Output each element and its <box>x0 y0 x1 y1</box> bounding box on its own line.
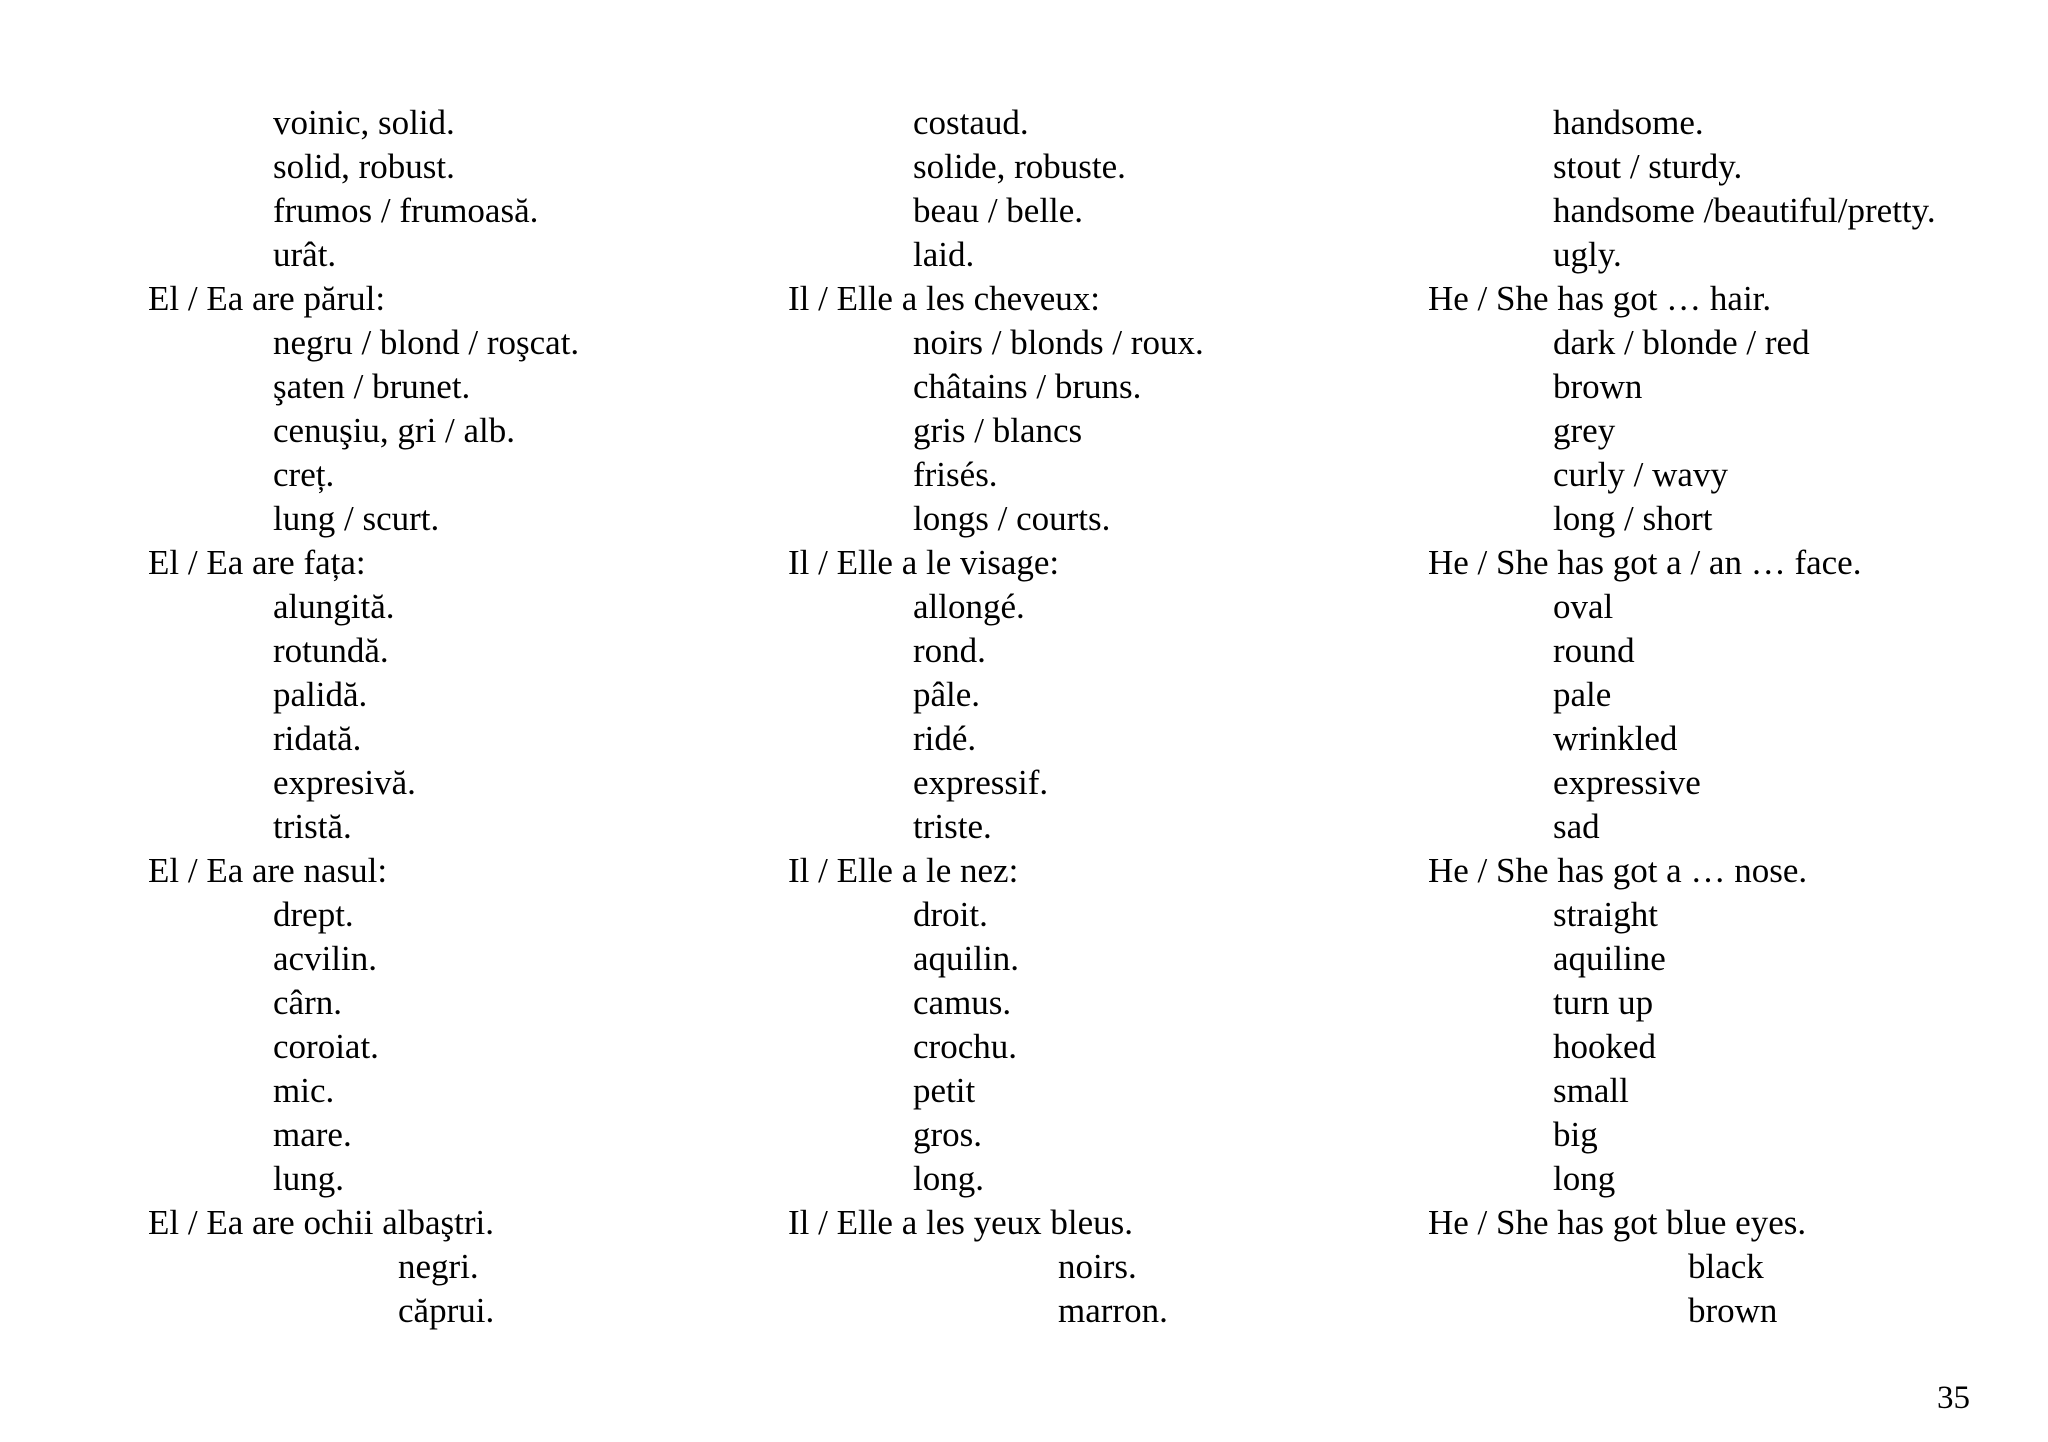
vocabulary-entry: marron. <box>1058 1291 1168 1330</box>
vocabulary-entry: şaten / brunet. <box>273 367 471 406</box>
vocabulary-entry: rond. <box>913 631 986 670</box>
vocabulary-entry: long. <box>913 1159 984 1198</box>
vocabulary-entry: rotundă. <box>273 631 389 670</box>
vocabulary-entry: oval <box>1553 587 1614 626</box>
vocabulary-entry: acvilin. <box>273 939 377 978</box>
vocabulary-entry: sad <box>1553 807 1600 846</box>
vocabulary-entry: crochu. <box>913 1027 1017 1066</box>
vocabulary-entry: straight <box>1553 895 1658 934</box>
section-heading: He / She has got blue eyes. <box>1428 1203 1807 1242</box>
section-heading: El / Ea are ochii albaştri. <box>148 1203 494 1242</box>
vocabulary-entry: allongé. <box>913 587 1025 626</box>
vocabulary-entry: ridată. <box>273 719 362 758</box>
section-heading: El / Ea are fața: <box>148 543 366 582</box>
vocabulary-entry: ugly. <box>1553 235 1622 274</box>
vocabulary-entry: black <box>1688 1247 1764 1286</box>
vocabulary-entry: frumos / frumoasă. <box>273 191 539 230</box>
vocabulary-entry: ridé. <box>913 719 977 758</box>
vocabulary-entry: drept. <box>273 895 354 934</box>
vocabulary-entry: negru / blond / roşcat. <box>273 323 580 362</box>
romanian-column <box>148 101 768 1333</box>
vocabulary-entry: voinic, solid. <box>273 103 455 142</box>
vocabulary-entry: handsome. <box>1553 103 1704 142</box>
vocabulary-entry: lung. <box>273 1159 344 1198</box>
vocabulary-entry: noirs / blonds / roux. <box>913 323 1204 362</box>
section-heading: Il / Elle a les cheveux: <box>788 279 1100 318</box>
section-heading: El / Ea are părul: <box>148 279 386 318</box>
vocabulary-entry: round <box>1553 631 1635 670</box>
vocabulary-entry: grey <box>1553 411 1616 450</box>
vocabulary-entry: solid, robust. <box>273 147 455 186</box>
vocabulary-entry: costaud. <box>913 103 1029 142</box>
vocabulary-entry: frisés. <box>913 455 998 494</box>
vocabulary-entry: cârn. <box>273 983 342 1022</box>
vocabulary-entry: solide, robuste. <box>913 147 1126 186</box>
vocabulary-entry: expressif. <box>913 763 1049 802</box>
vocabulary-entry: long <box>1553 1159 1616 1198</box>
vocabulary-entry: mic. <box>273 1071 335 1110</box>
vocabulary-entry: small <box>1553 1071 1629 1110</box>
vocabulary-entry: aquilin. <box>913 939 1019 978</box>
vocabulary-entry: beau / belle. <box>913 191 1084 230</box>
vocabulary-entry: pâle. <box>913 675 981 714</box>
vocabulary-entry: stout / sturdy. <box>1553 147 1743 186</box>
vocabulary-entry: căprui. <box>398 1291 495 1330</box>
section-heading: El / Ea are nasul: <box>148 851 388 890</box>
vocabulary-entry: turn up <box>1553 983 1654 1022</box>
vocabulary-entry: big <box>1553 1115 1598 1154</box>
vocabulary-entry: expressive <box>1553 763 1701 802</box>
section-heading: He / She has got a … nose. <box>1428 851 1808 890</box>
vocabulary-entry: camus. <box>913 983 1012 1022</box>
vocabulary-entry: mare. <box>273 1115 352 1154</box>
vocabulary-entry: expresivă. <box>273 763 416 802</box>
vocabulary-entry: brown <box>1688 1291 1778 1330</box>
vocabulary-entry: aquiline <box>1553 939 1666 978</box>
vocabulary-entry: brown <box>1553 367 1643 406</box>
vocabulary-entry: cenuşiu, gri / alb. <box>273 411 516 450</box>
vocabulary-entry: long / short <box>1553 499 1713 538</box>
vocabulary-entry: urât. <box>273 235 337 274</box>
vocabulary-entry: coroiat. <box>273 1027 379 1066</box>
page-number: 35 <box>1937 1380 1970 1416</box>
vocabulary-entry: lung / scurt. <box>273 499 440 538</box>
vocabulary-entry: handsome /beautiful/pretty. <box>1553 191 1936 230</box>
vocabulary-entry: palidă. <box>273 675 368 714</box>
vocabulary-entry: negri. <box>398 1247 479 1286</box>
section-heading: He / She has got a / an … face. <box>1428 543 1862 582</box>
section-heading: Il / Elle a le nez: <box>788 851 1019 890</box>
vocabulary-entry: tristă. <box>273 807 352 846</box>
vocabulary-entry: longs / courts. <box>913 499 1111 538</box>
vocabulary-entry: curly / wavy <box>1553 455 1728 494</box>
vocabulary-entry: laid. <box>913 235 975 274</box>
vocabulary-entry: dark / blonde / red <box>1553 323 1810 362</box>
section-heading: He / She has got … hair. <box>1428 279 1772 318</box>
vocabulary-entry: châtains / bruns. <box>913 367 1142 406</box>
vocabulary-entry: creț. <box>273 455 335 494</box>
vocabulary-entry: gros. <box>913 1115 983 1154</box>
vocabulary-entry: pale <box>1553 675 1612 714</box>
vocabulary-entry: triste. <box>913 807 992 846</box>
vocabulary-entry: noirs. <box>1058 1247 1137 1286</box>
section-heading: Il / Elle a le visage: <box>788 543 1060 582</box>
vocabulary-entry: hooked <box>1553 1027 1657 1066</box>
vocabulary-entry: droit. <box>913 895 988 934</box>
section-heading: Il / Elle a les yeux bleus. <box>788 1203 1134 1242</box>
vocabulary-entry: alungită. <box>273 587 395 626</box>
vocabulary-entry: petit <box>913 1071 976 1110</box>
vocabulary-entry: gris / blancs <box>913 411 1083 450</box>
vocabulary-entry: wrinkled <box>1553 719 1678 758</box>
french-column <box>788 101 1408 1333</box>
english-column <box>1428 101 2028 1333</box>
